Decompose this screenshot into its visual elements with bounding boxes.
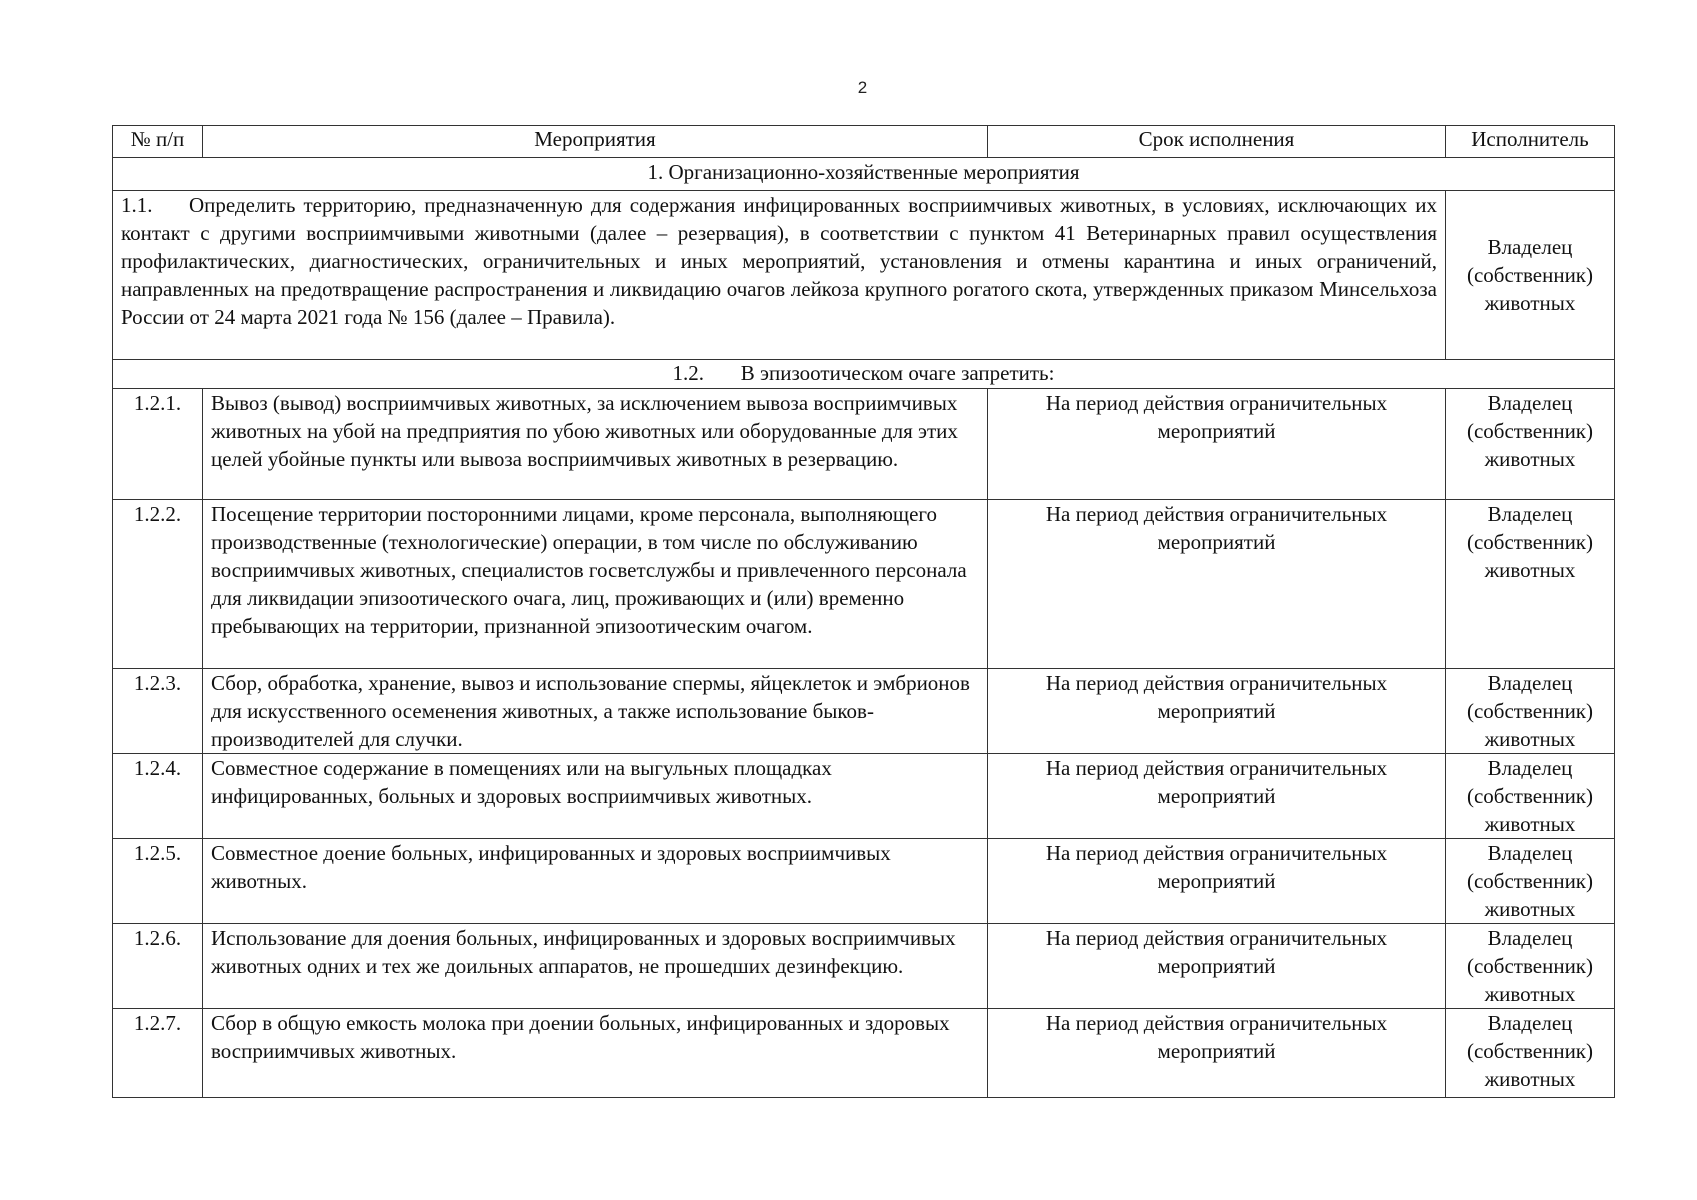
table-row	[113, 754, 1615, 839]
section-title-row	[113, 158, 1615, 191]
row-activity: Посещение территории посторонними лицами, кроме персонала, выполняющего производственные (технологические) операции, в том числе по обслуживанию восприимчивых животных, специалистов госветслужбы и привлеченного персонала для ликвидации эпизоотического очага, лиц, проживающих и (или) временно пребывающих на территории, признанной эпизоотическим очагом.	[203, 500, 988, 669]
page-number: 2	[857, 78, 868, 97]
subsection-num: 1.2.	[672, 361, 705, 385]
row-executor: Владелец (собственник) животных	[1446, 1009, 1615, 1098]
table-row	[113, 191, 1615, 360]
row-1-1-executor: Владелец (собственник) животных	[1446, 191, 1615, 360]
row-activity: Совместное содержание в помещениях или на выгульных площадках инфицированных, больных и здоровых восприимчивых животных.	[203, 754, 988, 839]
row-executor: Владелец (собственник) животных	[1446, 389, 1615, 500]
section-title: 1. Организационно-хозяйственные мероприятия	[113, 158, 1615, 191]
header-activity: Мероприятия	[203, 126, 988, 158]
row-num: 1.2.4.	[113, 754, 203, 839]
header-num: № п/п	[113, 126, 203, 158]
row-executor: Владелец (собственник) животных	[1446, 500, 1615, 669]
table-row	[113, 389, 1615, 500]
row-num: 1.2.7.	[113, 1009, 203, 1098]
row-1-1-activity	[113, 191, 1446, 360]
header-term: Срок исполнения	[988, 126, 1446, 158]
table-row	[113, 1009, 1615, 1098]
row-executor: Владелец (собственник) животных	[1446, 839, 1615, 924]
row-1-1-num: 1.1.	[121, 193, 153, 217]
table-row	[113, 500, 1615, 669]
row-num: 1.2.6.	[113, 924, 203, 1009]
row-num: 1.2.1.	[113, 389, 203, 500]
row-activity: Совместное доение больных, инфицированных и здоровых восприимчивых животных.	[203, 839, 988, 924]
row-term: На период действия ограничительных мероприятий	[988, 500, 1446, 669]
row-term: На период действия ограничительных мероприятий	[988, 839, 1446, 924]
measures-table	[112, 125, 1615, 1098]
row-term: На период действия ограничительных мероприятий	[988, 1009, 1446, 1098]
row-term: На период действия ограничительных мероприятий	[988, 669, 1446, 754]
row-num: 1.2.3.	[113, 669, 203, 754]
row-term: На период действия ограничительных мероприятий	[988, 389, 1446, 500]
table-row	[113, 839, 1615, 924]
row-executor: Владелец (собственник) животных	[1446, 754, 1615, 839]
row-activity: Сбор в общую емкость молока при доении больных, инфицированных и здоровых восприимчивых животных.	[203, 1009, 988, 1098]
subsection-title	[113, 360, 1615, 389]
row-activity: Использование для доения больных, инфицированных и здоровых восприимчивых животных одних и тех же доильных аппаратов, не прошедших дезинфекцию.	[203, 924, 988, 1009]
row-activity: Вывоз (вывод) восприимчивых животных, за исключением вывоза восприимчивых животных на убой на предприятия по убою животных или оборудованные для этих целей убойные пункты или вывоза восприимчивых животных в резервацию.	[203, 389, 988, 500]
subsection-text: В эпизоотическом очаге запретить:	[740, 361, 1055, 385]
header-executor: Исполнитель	[1446, 126, 1615, 158]
row-term: На период действия ограничительных мероприятий	[988, 924, 1446, 1009]
row-num: 1.2.2.	[113, 500, 203, 669]
row-1-1-text: Определить территорию, предназначенную для содержания инфицированных восприимчивых животных, в условиях, исключающих их контакт с другими восприимчивыми животными (далее – резервация), в соответствии с пунктом 41 Ветеринарных правил осуществления профилактических, диагностических, ограничительных и иных мероприятий, установления и отмены карантина и иных ограничений, направленных на предотвращение распространения и ликвидацию очагов лейкоза крупного рогатого скота, утвержденных приказом Минсельхоза России от 24 марта 2021 года № 156 (далее – Правила).	[121, 193, 1437, 329]
table-header-row	[113, 126, 1615, 158]
row-activity: Сбор, обработка, хранение, вывоз и использование спермы, яйцеклеток и эмбрионов для искусственного осеменения животных, а также использование быков-производителей для случки.	[203, 669, 988, 754]
row-executor: Владелец (собственник) животных	[1446, 669, 1615, 754]
subsection-title-row	[113, 360, 1615, 389]
row-executor: Владелец (собственник) животных	[1446, 924, 1615, 1009]
table-row	[113, 924, 1615, 1009]
table-row	[113, 669, 1615, 754]
row-num: 1.2.5.	[113, 839, 203, 924]
row-term: На период действия ограничительных мероприятий	[988, 754, 1446, 839]
